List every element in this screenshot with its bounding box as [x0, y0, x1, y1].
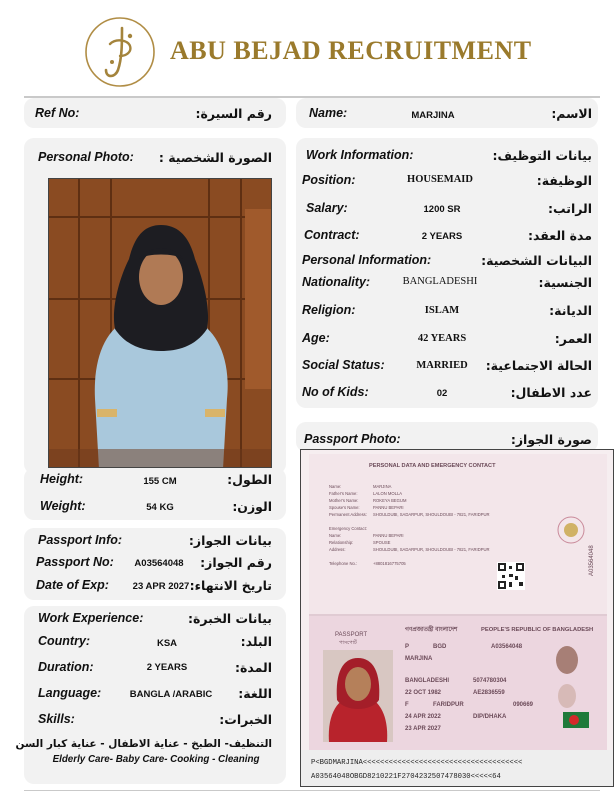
passport-photo-label: Passport Photo: [304, 432, 401, 446]
passport-word-bn: পাসপোর্ট [339, 640, 357, 646]
work-info-title-ar: بيانات التوظيف: [492, 148, 592, 163]
position-label-ar: الوظيفة: [536, 173, 592, 188]
name-value: MARJINA [411, 110, 455, 121]
r-address: SHOULDUBI, SADARPUR, SHOULDOUBI - 7821, FARIDPUR [373, 512, 490, 517]
passport-info-title: Passport Info: [38, 533, 123, 547]
personal-photo-image [49, 179, 272, 468]
ref-card [24, 98, 286, 128]
r-eaddress-label: Address: [329, 547, 346, 552]
skills-list-ar: التنظيف- الطبخ - عناية الاطفال - عناية كبار السن [15, 738, 272, 750]
position-value: HOUSEMAID [407, 174, 473, 185]
social-status-label: Social Status: [302, 358, 385, 372]
country-bn: গণপ্রজাতন্ত্রী বাংলাদেশ [405, 627, 458, 633]
salary-value: 1200 SR [423, 204, 461, 215]
field-code: BGD [433, 644, 447, 650]
emergency-heading: PERSONAL DATA AND EMERGENCY CONTACT [369, 463, 496, 469]
religion-label: Religion: [302, 303, 356, 317]
contract-label-ar: مدة العقد: [528, 228, 592, 243]
religion-value: ISLAM [424, 305, 460, 316]
kids-label-ar: عدد الاطفال: [510, 385, 592, 400]
passport-info-card [24, 528, 286, 600]
r-phone-label: Telephone No.: [329, 561, 358, 566]
passport-info-title-ar: بيانات الجواز: [188, 533, 272, 548]
name-label-ar: الاسم: [551, 106, 592, 121]
salary-label: Salary: [306, 201, 348, 215]
r-mother-label: Mother's Name: [329, 498, 359, 503]
ghost-photo [556, 646, 578, 674]
experience-title-ar: بيانات الخبرة: [187, 611, 272, 626]
r-emergency-label: Emergency Contact: [329, 526, 367, 531]
r-spouse: PANNU BEPARI [373, 505, 404, 510]
language-label: Language: [38, 686, 102, 700]
salary-label-ar: الراتب: [548, 201, 592, 216]
field-prev-no: AE2836559 [473, 690, 505, 696]
kids-value: 02 [436, 388, 448, 399]
passport-word-en: PASSPORT [335, 632, 368, 638]
r-father-label: Father's Name: [329, 491, 358, 496]
name-card [296, 98, 598, 128]
passport-no-label: Passport No: [36, 555, 114, 569]
r-eaddress: SHOULDUBI, SADARPUR, SHOULDOUBI - 7821, FARIDPUR [373, 547, 490, 552]
duration-label: Duration: [38, 660, 94, 674]
r-name: MARJINA [373, 484, 392, 489]
age-label: Age: [302, 331, 330, 345]
age-value: 42 YEARS [417, 333, 467, 344]
r-spouse-label: Spouse's Name: [329, 505, 360, 510]
country-en: PEOPLE'S REPUBLIC OF BANGLADESH [481, 627, 594, 633]
field-other: 090669 [513, 702, 534, 708]
height-label-ar: الطول: [227, 472, 272, 487]
r-ename: PANNU BEPARI [373, 533, 404, 538]
social-status-value: MARRIED [416, 360, 468, 371]
social-status-label-ar: الحالة الاجتماعية: [485, 358, 592, 373]
r-relation: SPOUSE [373, 540, 391, 545]
name-label: Name: [309, 106, 348, 120]
language-value: BANGLA /ARABIC [129, 689, 213, 700]
bangladesh-flag-icon [563, 712, 589, 728]
contract-label: Contract: [304, 228, 360, 242]
skills-label: Skills: [38, 712, 75, 726]
field-surname: MARJINA [405, 656, 433, 662]
ref-label-ar: رقم السيرة: [195, 106, 272, 121]
field-sex: F [405, 702, 409, 708]
personal-info-title: Personal Information: [302, 253, 432, 267]
height-label: Height: [40, 472, 84, 486]
country-label: Country: [38, 634, 91, 648]
qr-code [497, 562, 525, 590]
personal-photo-label-ar: الصورة الشخصية : [158, 150, 272, 165]
country-label-ar: البلد: [240, 634, 272, 649]
footer-divider [24, 790, 600, 791]
r-address-label: Permanent Address: [329, 512, 367, 517]
r-name-label: Name: [329, 484, 342, 489]
religion-label-ar: الديانة: [549, 303, 592, 318]
language-label-ar: اللغة: [238, 686, 272, 701]
r-phone: +8801816775705 [373, 561, 406, 566]
nationality-label: Nationality: [302, 275, 371, 289]
kids-label: No of Kids: [302, 385, 369, 399]
field-personal-no: 5074780304 [473, 678, 507, 684]
experience-title: Work Experience: [38, 611, 144, 625]
mrz-line-1: P<BGDMARJINA<<<<<<<<<<<<<<<<<<<<<<<<<<<<<<<<<<<<< [311, 759, 523, 767]
field-authority: DIP/DHAKA [473, 714, 507, 720]
r-mother: ROKEYA BEGUM [373, 498, 407, 503]
company-logo [82, 14, 158, 90]
ref-label: Ref No: [35, 106, 80, 120]
skills-list-en: Elderly Care- Baby Care- Cooking - Cleaning [52, 754, 260, 765]
duration-value: 2 YEARS [146, 662, 188, 673]
passport-scan-image [301, 450, 614, 787]
work-info-title: Work Information: [306, 148, 414, 162]
duration-label-ar: المدة: [235, 660, 272, 675]
company-name: ABU BEJAD RECRUITMENT [170, 36, 532, 65]
weight-label-ar: الوزن: [232, 499, 272, 514]
passport-no-value: A03564048 [134, 558, 184, 569]
field-nationality: BANGLADESHI [405, 678, 450, 684]
passport-photo-card [296, 422, 598, 452]
field-issue: 24 APR 2022 [405, 714, 441, 720]
weight-value: 54 KG [146, 502, 174, 513]
r-ename-label: Name: [329, 533, 342, 538]
personal-info-title-ar: البيانات الشخصية: [481, 253, 592, 268]
mrz-line-2: A03564048OBGD8210221F2704232507478030<<<<<64 [311, 773, 501, 781]
experience-card [15, 606, 286, 784]
r-relation-label: Relationship: [329, 540, 354, 545]
personal-photo-label: Personal Photo: [38, 150, 134, 164]
age-label-ar: العمر: [554, 331, 592, 346]
r-father: LALON MOLLA [373, 491, 403, 496]
header [0, 0, 614, 96]
expiry-label-ar: تاريخ الانتهاء: [189, 578, 272, 593]
field-type: P [405, 644, 410, 650]
weight-label: Weight: [40, 499, 86, 513]
expiry-value: 23 APR 2027 [132, 581, 190, 592]
passport-no-label-ar: رقم الجواز: [200, 555, 272, 570]
passport-scan [300, 449, 614, 787]
nationality-value: BANGLADESHI [402, 276, 478, 287]
height-value: 155 CM [143, 476, 177, 487]
field-no: A03564048 [491, 644, 523, 650]
body-card [24, 468, 286, 520]
passport-photo-label-ar: صورة الجواز: [510, 432, 592, 447]
contract-value: 2 YEARS [421, 231, 463, 242]
expiry-label: Date of Exp: [36, 578, 109, 592]
position-label: Position: [302, 173, 356, 187]
side-number: A03564048 [589, 545, 595, 576]
personal-photo [48, 178, 272, 468]
field-expiry: 23 APR 2027 [405, 726, 441, 732]
skills-label-ar: الخبرات: [219, 712, 272, 727]
work-personal-card [296, 138, 598, 408]
field-pob: FARIDPUR [433, 702, 464, 708]
field-dob: 22 OCT 1982 [405, 690, 442, 696]
country-value: KSA [156, 638, 178, 649]
nationality-label-ar: الجنسية: [538, 275, 592, 290]
